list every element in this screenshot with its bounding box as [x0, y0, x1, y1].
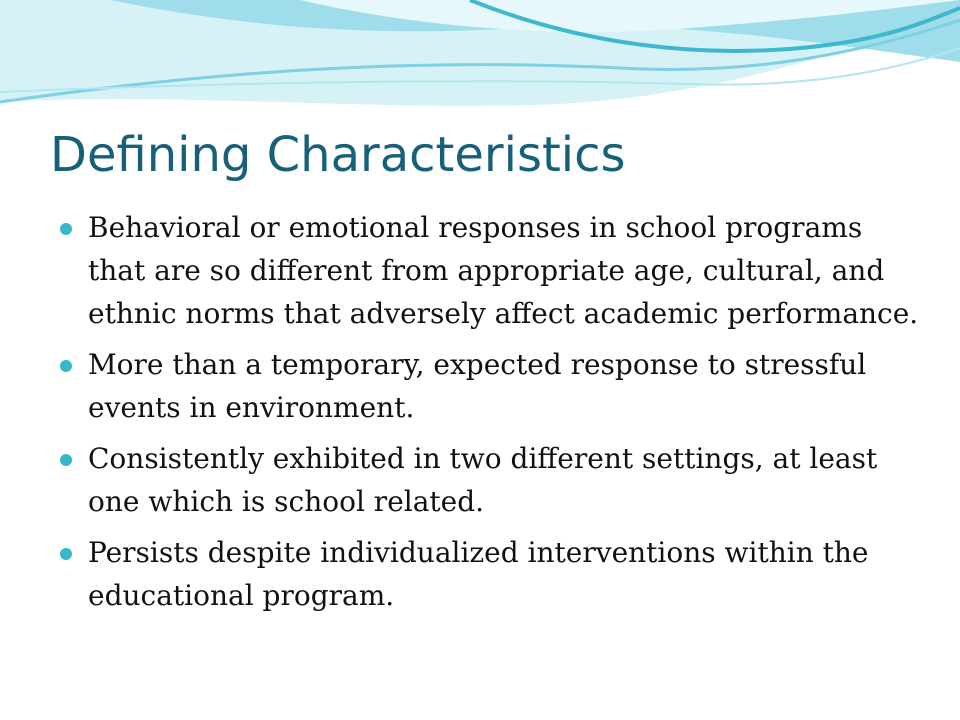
bullet-icon	[60, 223, 72, 235]
bullet-item-2	[60, 343, 920, 429]
bullet-item-3	[60, 437, 920, 523]
bullet-text-1: Behavioral or emotional responses in school programs that are so different from appropriate age, cultural, and ethnic norms that adversely affect academic performance.	[88, 211, 919, 330]
bullet-icon	[60, 360, 72, 372]
bullet-icon	[60, 548, 72, 560]
bullet-text-4: Persists despite individualized interventions within the educational program.	[88, 536, 869, 612]
bullet-text-3: Consistently exhibited in two different settings, at least one which is school related.	[88, 442, 878, 518]
slide-title: Defining Characteristics	[50, 127, 626, 183]
bullet-text-2: More than a temporary, expected response to stressful events in environment.	[88, 348, 867, 424]
bullet-item-1	[60, 206, 920, 335]
bullet-list	[60, 206, 920, 625]
bullet-item-4	[60, 531, 920, 617]
bullet-icon	[60, 454, 72, 466]
top-wave-decoration	[0, 0, 960, 130]
